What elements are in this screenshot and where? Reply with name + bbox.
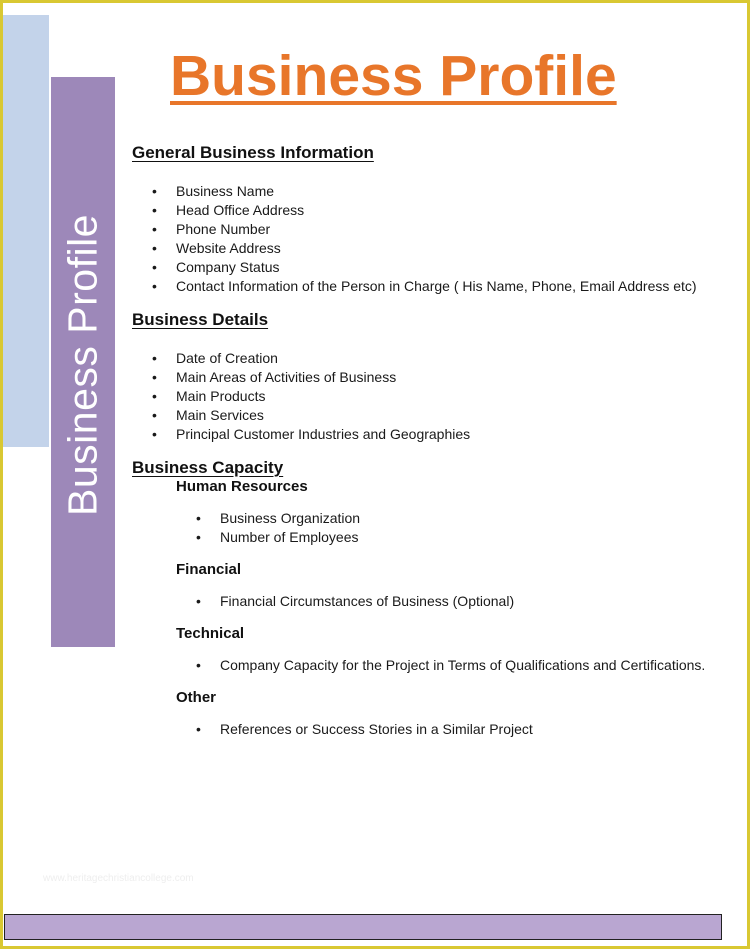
list-item: • Financial Circumstances of Business (Optional) xyxy=(220,592,712,611)
watermark: www.heritagechristiancollege.com xyxy=(43,873,194,884)
general-info-list xyxy=(176,182,712,296)
list-item: • Contact Information of the Person in Charge ( His Name, Phone, Email Address etc) xyxy=(176,277,712,296)
list-item: • Business Organization xyxy=(220,509,712,528)
human-resources-list xyxy=(220,509,712,547)
list-item: • Business Name xyxy=(176,182,712,201)
technical-list xyxy=(220,656,712,675)
section-heading-details: Business Details xyxy=(132,310,269,329)
list-item: • Main Areas of Activities of Business xyxy=(176,368,712,387)
section-heading-general: General Business Information xyxy=(132,143,374,162)
vertical-title: Business Profile xyxy=(59,214,106,516)
section-heading-capacity: Business Capacity xyxy=(132,458,284,477)
list-item: • Website Address xyxy=(176,239,712,258)
subheading-financial: Financial xyxy=(176,561,242,578)
list-item: • Main Services xyxy=(176,406,712,425)
page-title: Business Profile xyxy=(170,44,617,108)
list-item: • Company Capacity for the Project in Terms of Qualifications and Certifications. xyxy=(220,656,712,675)
subheading-technical: Technical xyxy=(176,625,245,642)
business-details-list xyxy=(176,349,712,444)
list-item: • References or Success Stories in a Similar Project xyxy=(220,720,712,739)
list-item: • Company Status xyxy=(176,258,712,277)
document-content xyxy=(132,143,712,753)
list-item: • Head Office Address xyxy=(176,201,712,220)
list-item: • Number of Employees xyxy=(220,528,712,547)
list-item: • Date of Creation xyxy=(176,349,712,368)
decorative-bottom-bar xyxy=(4,914,722,940)
list-item: • Phone Number xyxy=(176,220,712,239)
subheading-human-resources: Human Resources xyxy=(176,478,308,495)
other-list xyxy=(220,720,712,739)
subheading-other: Other xyxy=(176,689,217,706)
financial-list xyxy=(220,592,712,611)
decorative-blue-block xyxy=(3,15,49,447)
list-item: • Main Products xyxy=(176,387,712,406)
list-item: • Principal Customer Industries and Geographies xyxy=(176,425,712,444)
